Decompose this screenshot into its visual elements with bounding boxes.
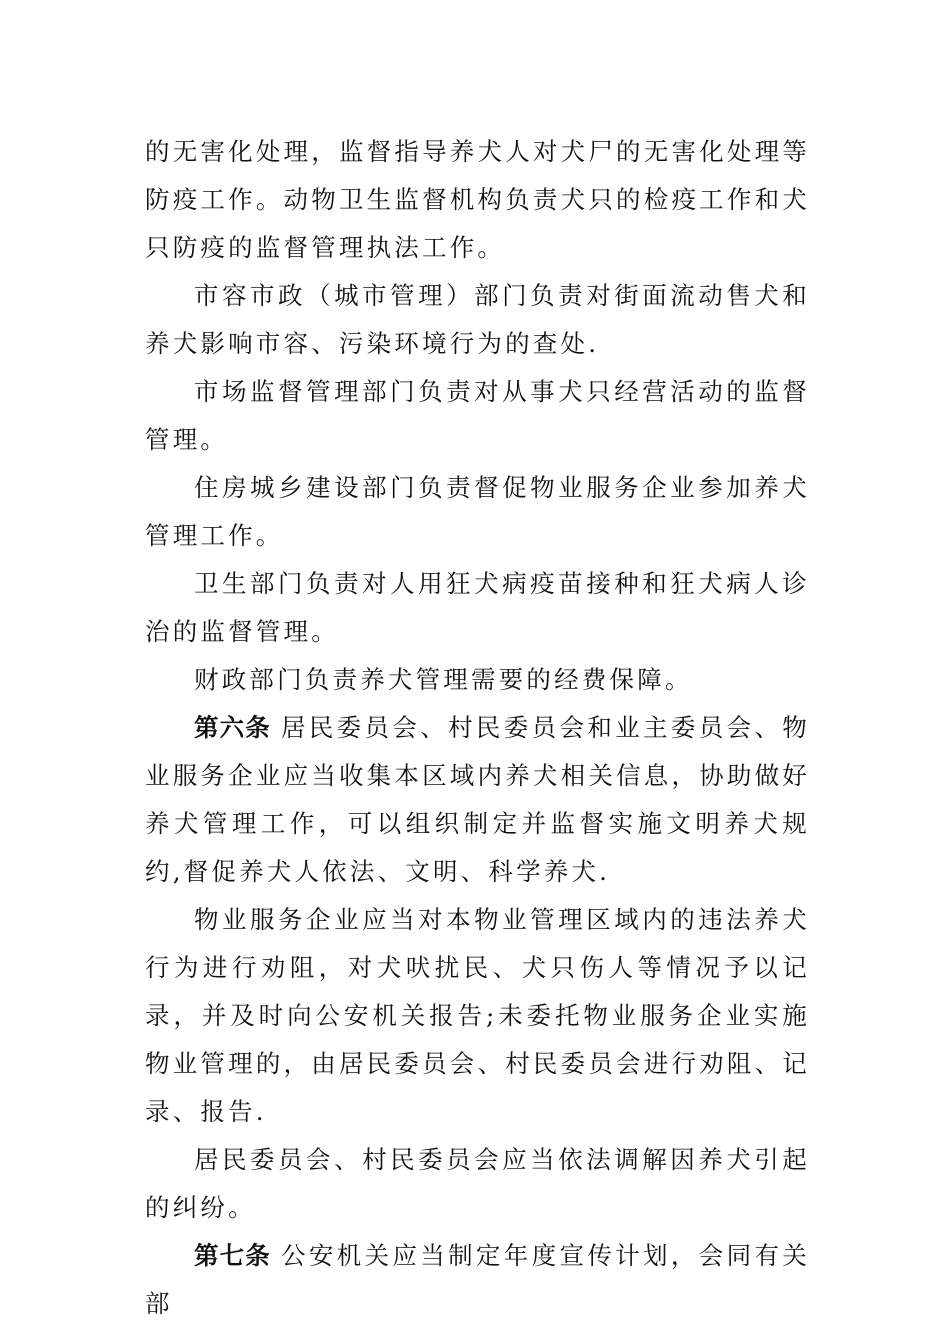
paragraph: [145, 128, 810, 272]
article-number: 第七条: [194, 1241, 271, 1270]
paragraph-text: 居民委员会、村民委员会和业主委员会、物业服务企业应当收集本区域内养犬相关信息，协助做好养犬管理工作，可以组织制定并监督实施文明养犬规约,督促养犬人依法、文明、科学养犬.: [145, 713, 810, 886]
paragraph: [145, 896, 810, 1136]
article-number: 第六条: [194, 713, 271, 742]
paragraph: [145, 464, 810, 560]
paragraph-text: 居民委员会、村民委员会应当依法调解因养犬引起的纠纷。: [145, 1145, 810, 1222]
article-paragraph: [145, 1232, 810, 1328]
document-body: [145, 128, 810, 1328]
article-paragraph: [145, 704, 810, 896]
paragraph-text: 市场监督管理部门负责对从事犬只经营活动的监督管理。: [145, 377, 810, 454]
paragraph: [145, 560, 810, 656]
paragraph-text: 公安机关应当制定年度宣传计划，会同有关部: [145, 1241, 810, 1318]
paragraph-text: 市容市政（城市管理）部门负责对街面流动售犬和养犬影响市容、污染环境行为的查处.: [145, 281, 810, 358]
paragraph-text: 的无害化处理，监督指导养犬人对犬尸的无害化处理等防疫工作。动物卫生监督机构负责犬只的检疫工作和犬只防疫的监督管理执法工作。: [145, 137, 810, 262]
paragraph: [145, 272, 810, 368]
paragraph-text: 卫生部门负责对人用狂犬病疫苗接种和狂犬病人诊治的监督管理。: [145, 569, 810, 646]
paragraph: [145, 368, 810, 464]
paragraph-text: 物业服务企业应当对本物业管理区域内的违法养犬行为进行劝阻，对犬吠扰民、犬只伤人等情况予以记录，并及时向公安机关报告;未委托物业服务企业实施物业管理的，由居民委员会、村民委员会进行劝阻、记录、报告.: [145, 905, 810, 1126]
paragraph: [145, 1136, 810, 1232]
paragraph: [145, 656, 810, 704]
paragraph-text: 住房城乡建设部门负责督促物业服务企业参加养犬管理工作。: [145, 473, 810, 550]
paragraph-text: 财政部门负责养犬管理需要的经费保障。: [194, 665, 693, 694]
